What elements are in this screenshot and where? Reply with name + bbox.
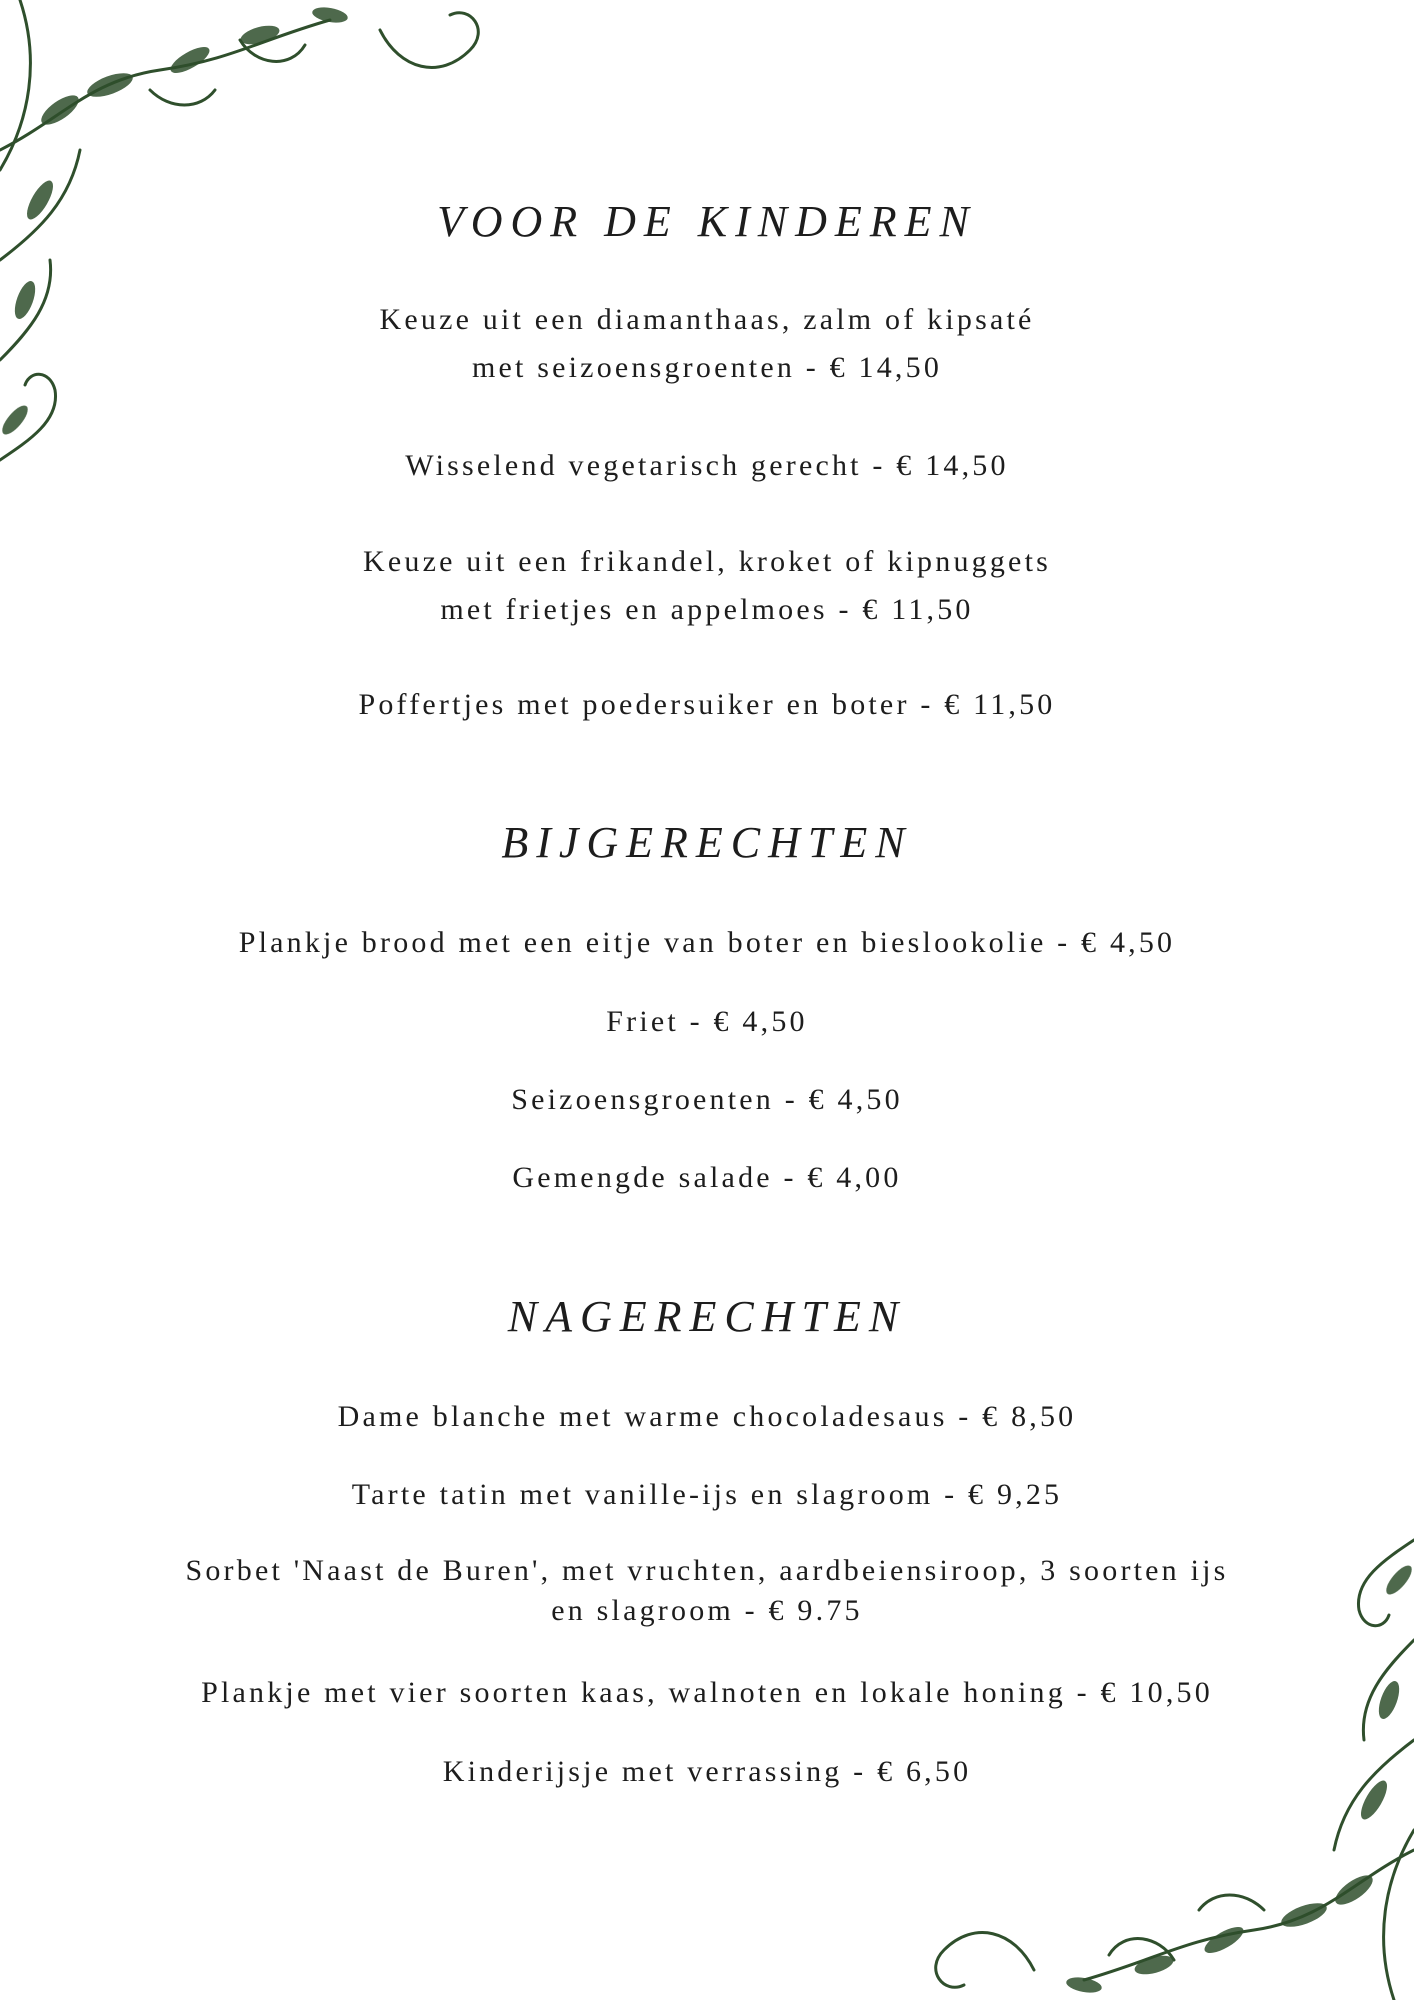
menu-item	[0, 1076, 1414, 1124]
menu-item-line: Wisselend vegetarisch gerecht - € 14,50	[405, 449, 1009, 482]
menu-item-line: Plankje met vier soorten kaas, walnoten en lokale honing - € 10,50	[201, 1676, 1213, 1709]
menu-item	[0, 1669, 1414, 1717]
menu-item-line: Tarte tatin met vanille-ijs en slagroom - € 9,25	[351, 1478, 1063, 1511]
menu-item	[0, 1471, 1414, 1519]
menu-item-line: Kinderijsje met verrassing - € 6,50	[442, 1755, 972, 1788]
menu-item	[0, 1551, 1414, 1631]
menu-item-line: Plankje brood met een eitje van boter en bieslookolie - € 4,50	[238, 926, 1176, 959]
menu-item-line: Sorbet 'Naast de Buren', met vruchten, aardbeiensiroop, 3 soorten ijs	[185, 1554, 1229, 1587]
menu-item	[0, 681, 1414, 729]
menu-item	[0, 919, 1414, 967]
menu-item-line: Keuze uit een frikandel, kroket of kipnuggets	[363, 545, 1051, 578]
section-title-nagerechten: NAGERECHTEN	[507, 1292, 907, 1341]
section-title-bijgerechten: BIJGERECHTEN	[501, 818, 913, 867]
menu-item	[0, 296, 1414, 392]
menu-item-line: en slagroom - € 9.75	[551, 1594, 863, 1627]
menu-item	[0, 998, 1414, 1046]
menu-item-line: Gemengde salade - € 4,00	[512, 1161, 902, 1194]
menu-item	[0, 442, 1414, 490]
section-title-kinderen: VOOR DE KINDEREN	[437, 197, 977, 246]
menu-item	[0, 538, 1414, 634]
menu-item-line: Keuze uit een diamanthaas, zalm of kipsaté	[379, 303, 1035, 336]
menu-item-line: Friet - € 4,50	[606, 1005, 808, 1038]
menu-item-line: Seizoensgroenten - € 4,50	[511, 1083, 903, 1116]
menu-item	[0, 1154, 1414, 1202]
menu-item	[0, 1748, 1414, 1796]
menu-item-line: met frietjes en appelmoes - € 11,50	[440, 593, 974, 626]
menu-item-line: met seizoensgroenten - € 14,50	[471, 351, 943, 384]
menu-item-line: Poffertjes met poedersuiker en boter - € 11,50	[358, 688, 1056, 721]
menu-item	[0, 1393, 1414, 1441]
menu-item-line: Dame blanche met warme chocoladesaus - € 8,50	[337, 1400, 1077, 1433]
